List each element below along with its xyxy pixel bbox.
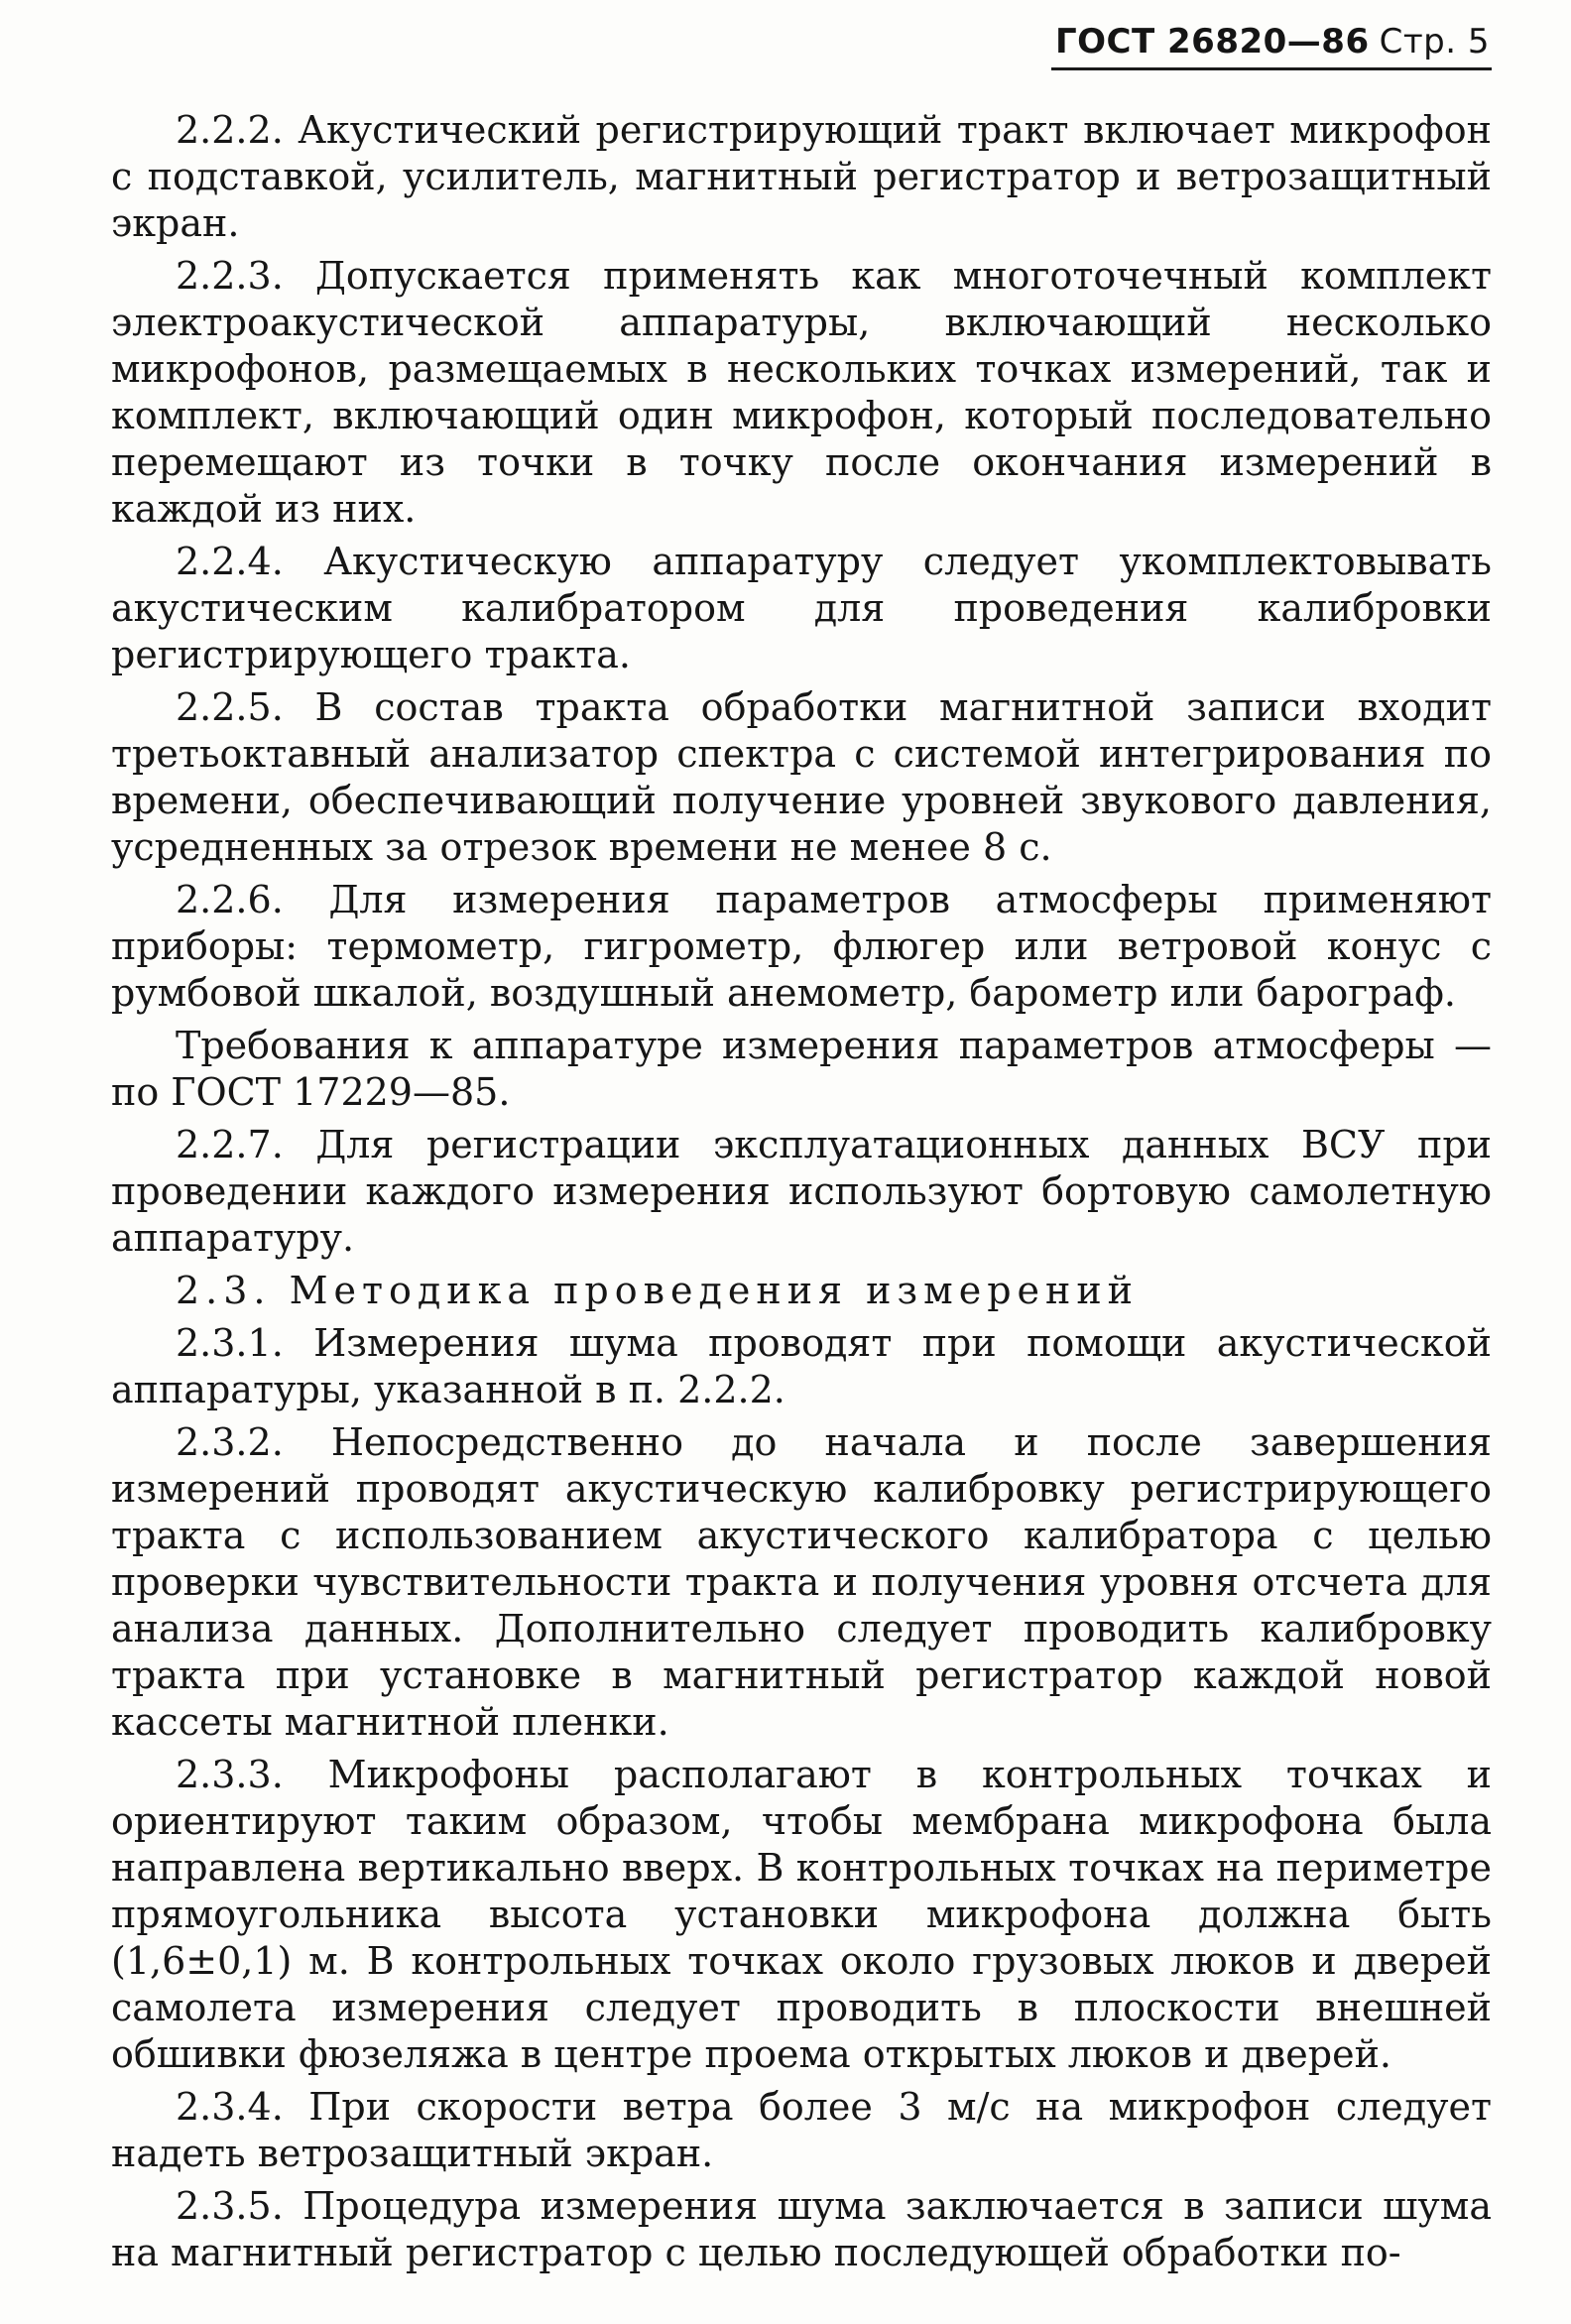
- body-text: [111, 107, 1492, 2282]
- paragraph-2-3-3: 2.3.3. Микрофоны располагают в контрольных точках и ориентируют таким образом, чтобы мембрана микрофона была направлена вертикально вверх. В контрольных точках на периметре прямоугольника высота установки микрофона должна быть (1,6±0,1) м. В контрольных точках около грузовых люков и дверей самолета измерения следует проводить в плоскости внешней обшивки фюзеляжа в центре проема открытых люков и дверей.: [111, 1753, 1492, 2076]
- paragraph-2-2-2: 2.2.2. Акустический регистрирующий тракт включает микрофон с подставкой, усилитель, магнитный регистратор и ветрозащитный экран.: [111, 108, 1492, 245]
- standard-number: ГОСТ 26820—86: [1054, 22, 1370, 61]
- paragraph-2-2-4: 2.2.4. Акустическую аппаратуру следует укомплектовывать акустическим калибратором для проведения калибровки регистрирующего тракта.: [111, 540, 1492, 676]
- paragraph-2-2-5: 2.2.5. В состав тракта обработки магнитной записи входит третьоктавный анализатор спектра с системой интегрирования по времени, обеспечивающий получение уровней звукового давления, усредненных за отрезок времени не менее 8 с.: [111, 685, 1492, 869]
- paragraph-2-3-1: 2.3.1. Измерения шума проводят при помощи акустической аппаратуры, указанной в п. 2.2.2.: [111, 1321, 1492, 1411]
- paragraph-2-3-2: 2.3.2. Непосредственно до начала и после завершения измерений проводят акустическую калибровку регистрирующего тракта с использованием акустического калибратора с целью проверки чувствительности тракта и получения уровня отсчета для анализа данных. Дополнительно следует проводить калибровку тракта при установке в магнитный регистратор каждой новой кассеты магнитной пленки.: [111, 1420, 1492, 1744]
- section-heading-2-3: 2.3. Методика проведения измерений: [176, 1269, 1139, 1312]
- paragraph-2-2-7: 2.2.7. Для регистрации эксплуатационных данных ВСУ при проведении каждого измерения используют бортовую самолетную аппаратуру.: [111, 1123, 1492, 1260]
- page-number: Стр. 5: [1379, 22, 1490, 61]
- paragraph-2-3-4: 2.3.4. При скорости ветра более 3 м/с на микрофон следует надеть ветрозащитный экран.: [111, 2085, 1492, 2175]
- running-header: [1055, 22, 1490, 61]
- paragraph-atmosphere-requirements: Требования к аппаратуре измерения параметров атмосферы — по ГОСТ 17229—85.: [111, 1024, 1492, 1114]
- paragraph-2-2-6: 2.2.6. Для измерения параметров атмосферы применяют приборы: термометр, гигрометр, флюгер или ветровой конус с румбовой шкалой, воздушный анемометр, барометр или барограф.: [111, 878, 1492, 1015]
- paragraph-2-2-3: 2.2.3. Допускается применять как многоточечный комплект электроакустической аппаратуры, включающий несколько микрофонов, размещаемых в нескольких точках измерений, так и комплект, включающий один микрофон, который последовательно перемещают из точки в точку после окончания измерений в каждой из них.: [111, 254, 1492, 531]
- header-rule: [1051, 67, 1492, 70]
- paragraph-2-3-5: 2.3.5. Процедура измерения шума заключается в записи шума на магнитный регистратор с целью последующей обработки по-: [111, 2184, 1492, 2274]
